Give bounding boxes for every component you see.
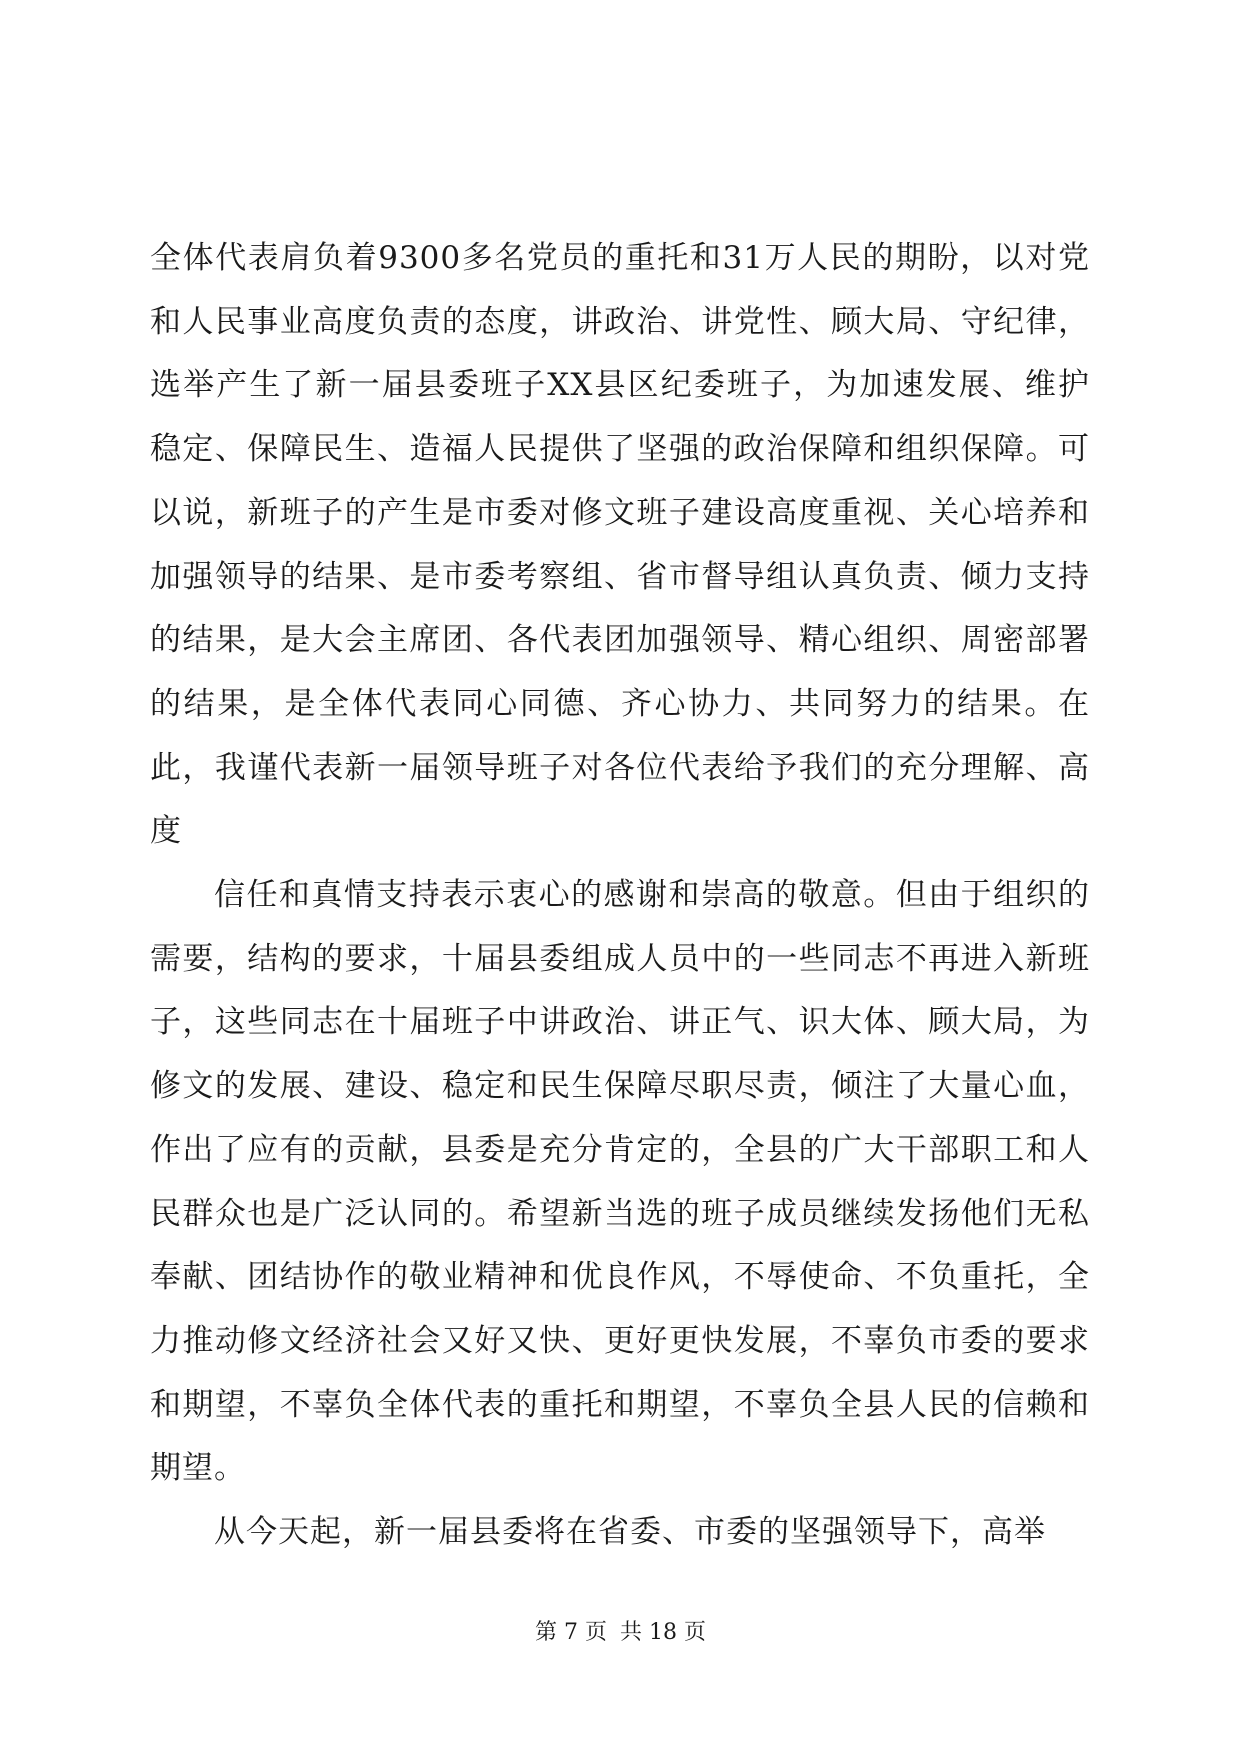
document-body: [150, 227, 1090, 1565]
paragraph-2: 信任和真情支持表示衷心的感谢和崇高的敬意。但由于组织的需要，结构的要求，十届县委组成人员中的一些同志不再进入新班子，这些同志在十届班子中讲政治、讲正气、识大体、顾大局，为修文的发展、建设、稳定和民生保障尽职尽责，倾注了大量心血，作出了应有的贡献，县委是充分肯定的，全县的广大干部职工和人民群众也是广泛认同的。希望新当选的班子成员继续发扬他们无私奉献、团结协作的敬业精神和优良作风，不辱使命、不负重托，全力推动修文经济社会又好又快、更好更快发展，不辜负市委的要求和期望，不辜负全体代表的重托和期望，不辜负全县人民的信赖和期望。: [150, 877, 1090, 1487]
page-footer: [0, 1618, 1241, 1648]
paragraph-3: 从今天起，新一届县委将在省委、市委的坚强领导下，高举: [214, 1514, 1046, 1551]
page-number: 第 7 页: [535, 1620, 607, 1645]
paragraph-1: 全体代表肩负着9300多名党员的重托和31万人民的期盼，以对党和人民事业高度负责的态度，讲政治、讲党性、顾大局、守纪律，选举产生了新一届县委班子XX县区纪委班子，为加速发展、维护稳定、保障民生、造福人民提供了坚强的政治保障和组织保障。可以说，新班子的产生是市委对修文班子建设高度重视、关心培养和加强领导的结果、是市委考察组、省市督导组认真负责、倾力支持的结果，是大会主席团、各代表团加强领导、精心组织、周密部署的结果，是全体代表同心同德、齐心协力、共同努力的结果。在此，我谨代表新一届领导班子对各位代表给予我们的充分理解、高度: [150, 240, 1090, 850]
page-total: 共 18 页: [620, 1620, 706, 1645]
